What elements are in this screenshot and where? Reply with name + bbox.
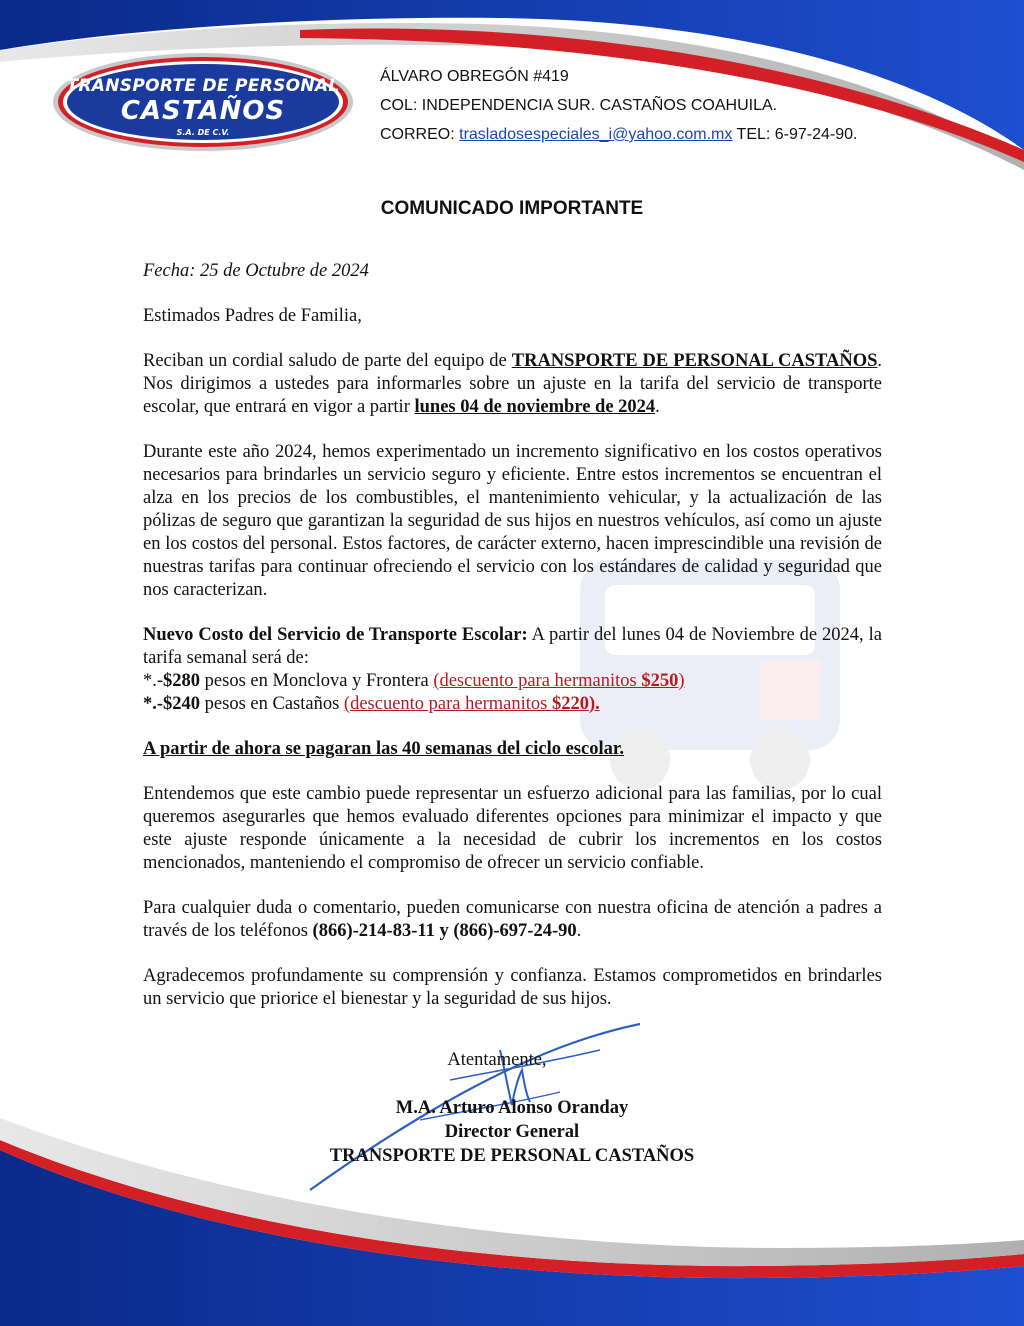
rate-text: pesos en Castaños xyxy=(200,694,344,714)
signer-role: Director General xyxy=(444,1122,580,1142)
paragraph-contact xyxy=(143,897,882,943)
greeting: Estimados Padres de Familia, xyxy=(143,306,362,326)
paragraph-new-cost xyxy=(143,624,882,670)
letter-body xyxy=(143,260,882,1011)
contact-phones: (866)-214-83-11 y (866)-697-24-90 xyxy=(312,921,577,941)
discount-price: $250 xyxy=(641,671,679,691)
effective-date: lunes 04 de noviembre de 2024 xyxy=(414,397,656,417)
address-line1: ÁLVARO OBREGÓN #419 xyxy=(380,68,569,85)
contact-line xyxy=(380,120,858,149)
discount-price: $220 xyxy=(551,694,589,714)
discount-end: ). xyxy=(588,694,600,714)
paragraph-reasons: Durante este año 2024, hemos experimentado un incremento significativo en los costos operativos necesarios para brindarles un servicio seguro y eficiente. Entre estos incrementos se encuentran el alza en los precios de los combustibles, el mantenimiento vehicular, y la actualización de las pólizas de seguro que garantizan la seguridad de sus hijos en nuestros vehículos, así como un ajuste en los costos del personal. Estos factores, de carácter externo, hacen imprescindible una revisión de nuestras tarifas para continuar ofreciendo el servicio con los estándares de calidad y seguridad que nos caracterizan. xyxy=(143,442,882,600)
salutation: Atentamente, xyxy=(447,1050,547,1070)
rate-text: pesos en Monclova y Frontera xyxy=(200,671,434,691)
paragraph-thanks: Agradecemos profundamente su comprensión y confianza. Estamos comprometidos en brindarles un servicio que priorice el bienestar y la seguridad de sus hijos. xyxy=(143,966,882,1009)
intro-text-c: . xyxy=(655,397,660,417)
company-logo xyxy=(52,52,354,152)
logo-line3: S.A. DE C.V. xyxy=(176,128,230,137)
email-link[interactable]: trasladosespeciales_i@yahoo.com.mx xyxy=(459,126,733,143)
rate-item-1 xyxy=(143,670,882,693)
discount-text: (descuento para hermanitos xyxy=(433,671,642,691)
new-cost-text: A partir del lunes 04 de Noviembre de 2024, la tarifa semanal será de: xyxy=(143,625,882,668)
signer-name: M.A. Arturo Alonso Oranday xyxy=(395,1098,629,1118)
logo-line1: TRANSPORTE DE PERSONAL xyxy=(66,76,340,96)
rate-prefix: *.- xyxy=(143,694,164,714)
letter-date: Fecha: 25 de Octubre de 2024 xyxy=(143,261,369,281)
paragraph-understanding: Entendemos que este cambio puede representar un esfuerzo adicional para las familias, por lo cual queremos asegurarles que hemos evaluado diferentes opciones para minimizar el impacto y que este ajuste responde únicamente a la necesidad de cubrir los incrementos en los costos mencionados, manteniendo el compromiso de ofrecer un servicio confiable. xyxy=(143,784,882,873)
intro-text-a: Reciban un cordial saludo de parte del equipo de xyxy=(143,351,512,371)
intro-company: TRANSPORTE DE PERSONAL CASTAÑOS xyxy=(511,351,878,371)
forty-weeks-notice: A partir de ahora se pagaran las 40 semanas del ciclo escolar. xyxy=(143,739,624,759)
signer-company: TRANSPORTE DE PERSONAL CASTAÑOS xyxy=(329,1146,695,1166)
rate-prefix: *.- xyxy=(143,671,164,691)
company-contact xyxy=(380,62,858,149)
rate-price: $280 xyxy=(163,671,201,691)
new-cost-heading: Nuevo Costo del Servicio de Transporte Escolar: xyxy=(143,625,528,645)
contact-end: . xyxy=(576,921,582,941)
phone: TEL: 6-97-24-90. xyxy=(732,126,858,143)
contact-text: Para cualquier duda o comentario, pueden comunicarse con nuestra oficina de atención a padres a través de los teléfonos xyxy=(143,898,882,941)
logo-line2: CASTAÑOS xyxy=(120,96,286,126)
discount-end: ) xyxy=(678,671,685,691)
discount-text: (descuento para hermanitos xyxy=(343,694,552,714)
rate-price: $240 xyxy=(163,694,201,714)
address-line2: COL: INDEPENDENCIA SUR. CASTAÑOS COAHUILA. xyxy=(380,97,778,114)
rate-item-2 xyxy=(143,693,882,716)
email-label: CORREO: xyxy=(380,126,460,143)
document-title: COMUNICADO IMPORTANTE xyxy=(380,198,644,219)
paragraph-intro xyxy=(143,350,882,419)
intro-text-b: . Nos dirigimos a ustedes para informarles sobre un ajuste en la tarifa del servicio de transporte escolar, que entrará en vigor a partir xyxy=(143,351,882,417)
closing-block xyxy=(0,1048,1024,1168)
